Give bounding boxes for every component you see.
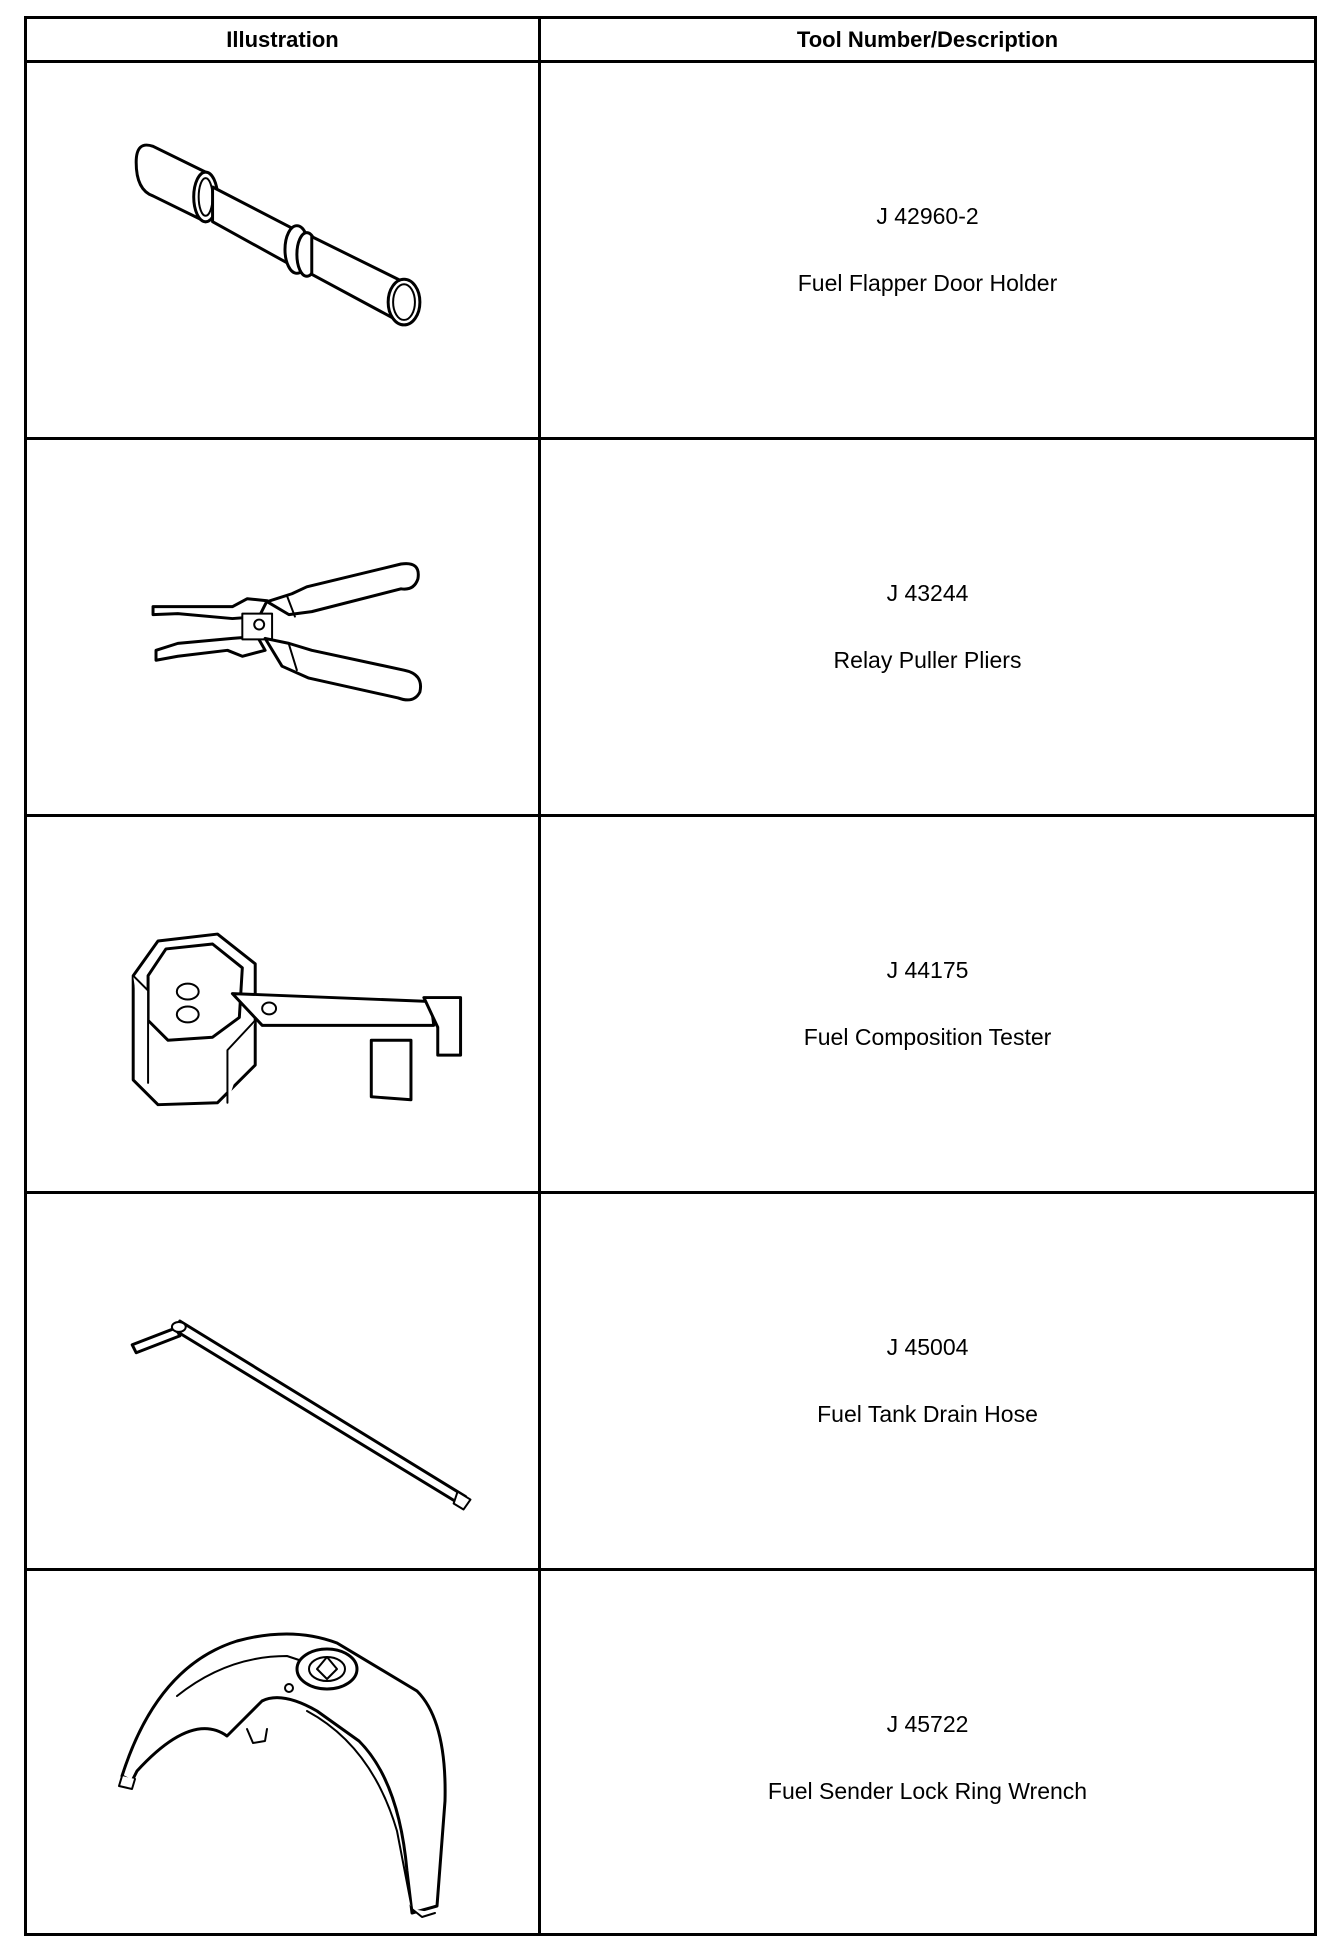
tool-number: J 43244	[886, 580, 969, 606]
tool-description: Fuel Sender Lock Ring Wrench	[767, 1778, 1088, 1804]
tool-description: Relay Puller Pliers	[833, 647, 1022, 673]
tool-number: J 44175	[886, 957, 969, 983]
flapper-door-holder-illustration	[27, 63, 538, 437]
fuel-composition-tester-illustration	[27, 817, 538, 1191]
header-illustration: Illustration	[226, 27, 339, 52]
tool-number: J 45004	[886, 1334, 969, 1360]
relay-puller-pliers-illustration	[27, 440, 538, 814]
table-row	[27, 440, 1314, 817]
table-row	[27, 1194, 1314, 1571]
table-row	[27, 1571, 1314, 1936]
table-row	[27, 817, 1314, 1194]
tool-number: J 45722	[886, 1711, 969, 1737]
table-row	[27, 63, 1314, 440]
tools-table	[24, 16, 1317, 1936]
lock-ring-wrench-illustration	[27, 1571, 538, 1936]
tool-description: Fuel Flapper Door Holder	[797, 270, 1058, 296]
tool-description: Fuel Composition Tester	[803, 1024, 1052, 1050]
table-header	[27, 19, 1314, 63]
header-tool-description: Tool Number/Description	[796, 27, 1059, 52]
tool-number: J 42960-2	[876, 203, 979, 229]
tool-description: Fuel Tank Drain Hose	[817, 1401, 1038, 1427]
drain-hose-illustration	[27, 1194, 538, 1568]
